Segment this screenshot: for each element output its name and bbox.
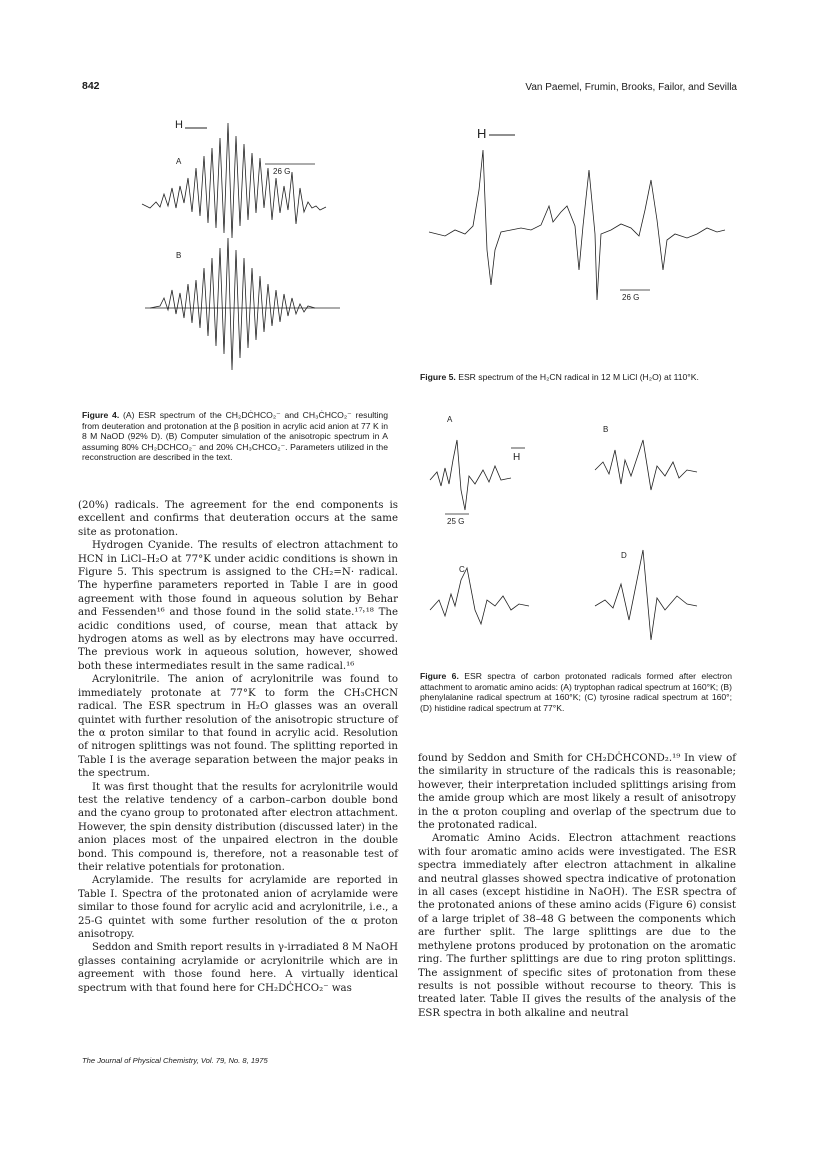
running-head-authors: Van Paemel, Frumin, Brooks, Failor, and Sevilla <box>525 82 737 93</box>
left-paragraph-1: (20%) radicals. The agreement for the end components is excellent and confirms that deuteration occurs at the same site as protonation. <box>78 500 398 538</box>
fig6-trace-c <box>430 568 529 624</box>
fig4-label-b: B <box>176 251 182 260</box>
fig4-trace-b <box>150 238 315 370</box>
fig4-label-a: A <box>176 157 182 166</box>
left-paragraph-3: Acrylonitrile. The anion of acrylonitrile was found to immediately protonate at 77°K to form the CH₃CHCN radical. The ESR spectrum in H₂O glasses was an overall quintet with further resolution of the anisotropic structure of the α proton similar to that found in acrylic acid. Resolution of nitrogen splittings was not found. The splitting reported in Table I is the average separation between the major peaks in the spectrum. <box>78 674 398 780</box>
figure-4-caption-label: Figure 4. <box>82 410 120 420</box>
left-paragraph-2: Hydrogen Cyanide. The results of electron attachment to HCN in LiCl–H₂O at 77°K under acidic conditions is shown in Figure 5. This spectrum is assigned to the CH₂=N· radical. The hyperfine parameters reported in Table I are in good agreement with those found in aqueous solution by Behar and Fessenden¹⁶ and those found in the solid state.¹⁷˒¹⁸ The acidic conditions used, of course, mean that attack by hydrogen atoms as well as by electrons may have occurred. The previous work in aqueous solution, however, showed both these intermediates result in the same radical.¹⁶ <box>78 540 398 672</box>
left-column <box>78 499 398 995</box>
figure-4-caption <box>82 410 388 463</box>
fig6-label-a: A <box>447 415 453 424</box>
fig6-trace-a <box>430 440 511 510</box>
right-paragraph-1: found by Seddon and Smith for CH₂DĊHCOND₂.¹⁹ In view of the similarity in structure of the radicals this is reasonable; however, their interpretation included splittings arising from the amide group which are most likely a result of anisotropy in the α proton coupling and overlap of the spectrum due to the protonated radical. <box>418 753 736 832</box>
figure-5-caption-text: ESR spectrum of the H₂CN radical in 12 M LiCl (H₂O) at 110°K. <box>455 372 699 382</box>
figure-6-spectra <box>425 410 725 650</box>
fig6-trace-d <box>595 550 697 640</box>
journal-footer: The Journal of Physical Chemistry, Vol. 79, No. 8, 1975 <box>82 1056 268 1065</box>
fig4-scale: 26 G <box>273 167 291 176</box>
fig5-trace <box>429 150 725 300</box>
fig6-label-c: C <box>459 565 465 574</box>
figure-5-spectrum <box>425 110 735 360</box>
figure-6-caption-text: ESR spectra of carbon protonated radicals formed after electron attachment to aromatic amino acids: (A) tryptophan radical spectrum at 160°K; (B) phenylalanine radical spectrum at 160°K; (C) tyrosine radical spectrum at 160°; (D) histidine radical spectrum at 77°K. <box>420 671 732 713</box>
left-paragraph-5: Acrylamide. The results for acrylamide are reported in Table I. Spectra of the protonated anion of acrylamide were similar to those found for acrylic acid and acrylonitrile, i.e., a 25-G quintet with some further resolution of the α proton anisotropy. <box>78 875 398 940</box>
right-paragraph-2: Aromatic Amino Acids. Electron attachment reactions with four aromatic amino acids were investigated. The ESR spectra immediately after electron attachment in alkaline and neutral glasses showed spectra indicative of protonation in all cases (except histidine in NaOH). The ESR spectra of the protonated anions of these amino acids (Figure 6) consist of a large triplet of 38–48 G between the components which are further split. The large splittings are due to the methylene protons produced by protonation on the aromatic ring. The further splittings are due to ring proton splittings. The assignment of specific sites of protonation from these results is not possible without recourse to theory. This is treated later. Table II gives the results of the analysis of the ESR spectra in both alkaline and neutral <box>418 833 736 1019</box>
left-paragraph-4: It was first thought that the results for acrylonitrile would test the relative tendency of a carbon–carbon double bond and the cyano group to protonated after electron attachment. However, the spin density distribution (discussed later) in the anion places most of the unpaired electron in the double bond. This compound is, therefore, not a reasonable test of their relative potentials for protonation. <box>78 781 398 873</box>
figure-5-caption <box>420 372 732 383</box>
left-paragraph-6: Seddon and Smith report results in γ-irradiated 8 M NaOH glasses containing acrylamide or acrylonitrile which are in agreement with those found here. A virtually identical spectrum with that found here for CH₂DĊHCO₂⁻ was <box>78 942 398 994</box>
fig6-label-b: B <box>603 425 609 434</box>
right-column <box>418 752 736 1020</box>
fig5-scale: 26 G <box>622 293 640 302</box>
figure-6-caption <box>420 671 732 713</box>
fig5-label-h: H <box>477 126 487 141</box>
fig6-label-d: D <box>621 551 627 560</box>
page-number: 842 <box>82 80 100 92</box>
figure-4-spectrum <box>140 108 380 408</box>
figure-5-caption-label: Figure 5. <box>420 372 456 382</box>
figure-4-caption-text: (A) ESR spectrum of the CH₂DĊHCO₂⁻ and CH₃ĊHCO₂⁻ resulting from deuteration and protonation at the β position in acrylic acid anion at 77 K in 8 M NaOD (92% D). (B) Computer simulation of the anisotropic spectrum in A assuming 80% CH₂DCHCO₂⁻ and 20% CH₃CHCO₂⁻. Parameters utilized in the reconstruction are described in the text. <box>82 410 388 463</box>
fig6-scale: 25 G <box>447 517 465 526</box>
figure-6-caption-label: Figure 6. <box>420 671 459 681</box>
fig4-trace-a <box>142 123 326 238</box>
fig4-label-h: H <box>175 119 183 131</box>
fig6-label-h: H <box>513 452 521 463</box>
fig6-trace-b <box>595 440 697 490</box>
